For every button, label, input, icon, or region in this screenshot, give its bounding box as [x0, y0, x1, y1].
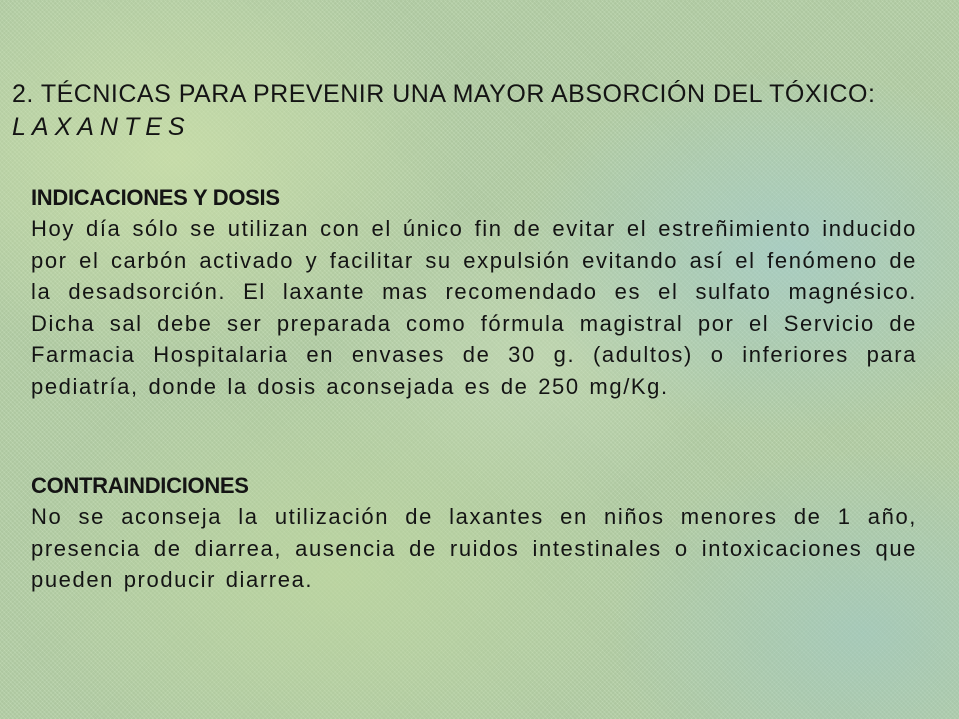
contraindications-heading: CONTRAINDICIONES: [31, 473, 249, 498]
contraindications-section: [31, 470, 917, 596]
contraindications-text: No se aconseja la utilización de laxantes en niños menores de 1 año, presencia de diarrea, ausencia de ruidos intestinales o intoxicaciones que pueden producir diarrea.: [31, 504, 917, 592]
indications-text: Hoy día sólo se utilizan con el único fin de evitar el estreñimiento inducido por el carbón activado y facilitar su expulsión evitando así el fenómeno de la desadsorción. El laxante mas recomendado es el sulfato magnésico. Dicha sal debe ser preparada como fórmula magistral por el Servicio de Farmacia Hospitalaria en envases de 30 g. (adultos) o inferiores para pediatría, donde la dosis aconsejada es de 250 mg/Kg.: [31, 216, 917, 399]
slide-title: [12, 78, 932, 144]
indications-section: [31, 182, 917, 402]
slide-title-emphasis: LAXANTES: [12, 113, 191, 141]
slide-title-main: 2. TÉCNICAS PARA PREVENIR UNA MAYOR ABSORCIÓN DEL TÓXICO:: [12, 80, 876, 108]
indications-heading: INDICACIONES Y DOSIS: [31, 185, 280, 210]
